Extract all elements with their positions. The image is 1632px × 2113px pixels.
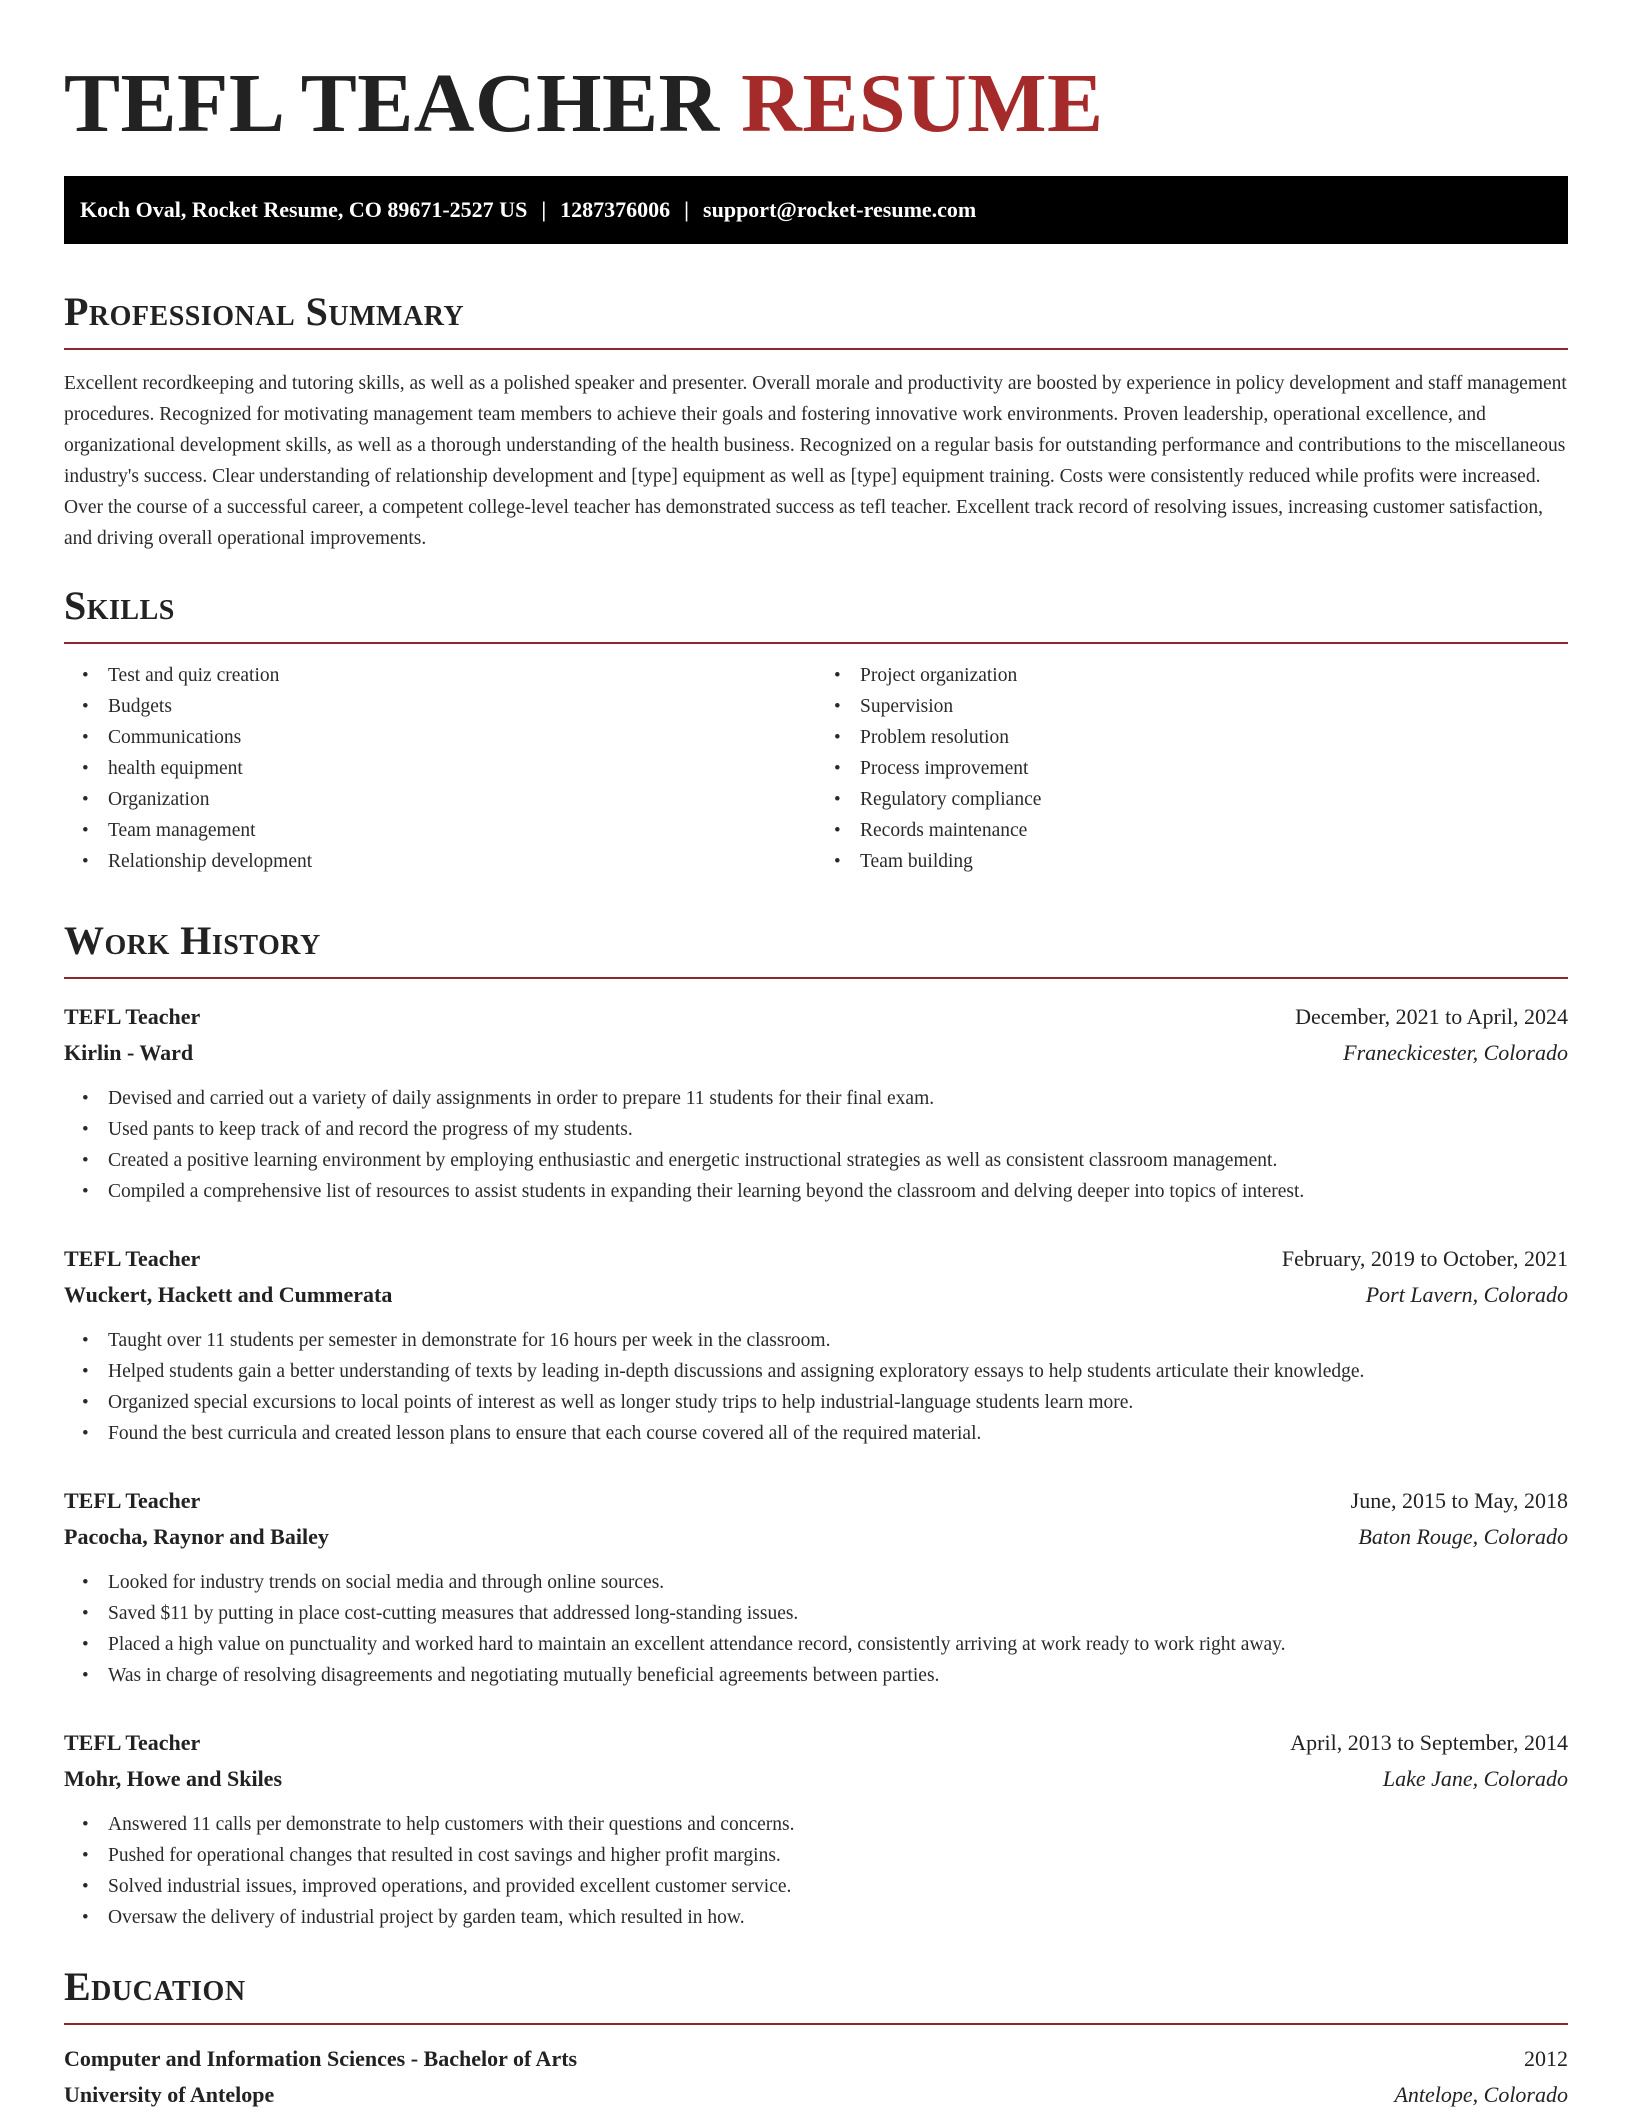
skill-item: • Process improvement (860, 753, 1568, 784)
job-title: TEFL Teacher (64, 1246, 201, 1271)
skill-item: • Organization (108, 784, 816, 815)
skill-item: • health equipment (108, 753, 816, 784)
summary-text: Excellent recordkeeping and tutoring skills, as well as a polished speaker and presenter. Overall morale and productivity are boosted by experience in policy development and staff management procedures. Recognized for motivating management team members to achieve their goals and fostering innovative work environments. Proven leadership, operational excellence, and organizational development skills, as well as a thorough understanding of the health business. Recognized on a regular basis for outstanding performance and contributions to the miscellaneous industry's success. Clear understanding of relationship development and [type] equipment as well as [type] equipment training. Costs were consistently reduced while profits were increased. Over the course of a successful career, a competent college-level teacher has demonstrated success as tefl teacher. Excellent track record of resolving issues, increasing customer satisfaction, and driving overall operational improvements. (64, 373, 1567, 549)
job-entry (64, 1241, 1568, 1449)
job-title: TEFL Teacher (64, 1488, 201, 1513)
education-school-row (64, 2077, 1568, 2113)
job-location: Port Lavern, Colorado (1365, 1282, 1568, 1307)
job-location: Franeckicester, Colorado (1343, 1040, 1568, 1065)
contact-phone: 1287376006 (560, 197, 671, 222)
contact-address: Koch Oval, Rocket Resume, CO 89671-2527 US (80, 197, 528, 222)
job-company: Kirlin - Ward (64, 1040, 194, 1065)
skill-item: • Regulatory compliance (860, 784, 1568, 815)
job-bullet: • Found the best curricula and created lesson plans to ensure that each course covered all of the required material. (108, 1418, 1568, 1449)
contact-separator: | (541, 197, 547, 222)
resume-page (64, 0, 1568, 2113)
job-bullets (64, 1083, 1568, 1207)
contact-email[interactable]: support@rocket-resume.com (703, 197, 977, 222)
job-title: TEFL Teacher (64, 1730, 201, 1755)
contact-separator: | (684, 197, 690, 222)
resume-title (64, 0, 1568, 154)
job-location: Lake Jane, Colorado (1382, 1766, 1568, 1791)
education-school: University of Antelope (64, 2082, 275, 2107)
job-bullet: • Saved $11 by putting in place cost-cutting measures that addressed long-standing issues. (108, 1598, 1568, 1629)
skill-item: • Project organization (860, 660, 1568, 691)
skills-section (64, 582, 1568, 877)
education-entry (64, 2041, 1568, 2113)
job-location: Baton Rouge, Colorado (1358, 1524, 1568, 1549)
job-company-row (64, 1761, 1568, 1797)
job-dates: February, 2019 to October, 2021 (1281, 1246, 1568, 1271)
section-heading: Work History (64, 917, 1568, 979)
section-heading: Education (64, 1963, 1568, 2025)
professional-summary-section (64, 288, 1568, 554)
job-dates: December, 2021 to April, 2024 (1295, 1004, 1568, 1029)
job-bullet: • Devised and carried out a variety of daily assignments in order to prepare 11 students for their final exam. (108, 1083, 1568, 1114)
job-company-row (64, 1277, 1568, 1313)
skill-item: • Test and quiz creation (108, 660, 816, 691)
job-bullet: • Placed a high value on punctuality and worked hard to maintain an excellent attendance record, consistently arriving at work ready to work right away. (108, 1629, 1568, 1660)
work-history-section (64, 917, 1568, 1933)
job-dates: June, 2015 to May, 2018 (1350, 1488, 1568, 1513)
contact-bar (64, 176, 1568, 244)
job-bullet: • Helped students gain a better understanding of texts by leading in-depth discussions and assigning exploratory essays to help students articulate their knowledge. (108, 1356, 1568, 1387)
job-bullets (64, 1809, 1568, 1933)
job-company-row (64, 1519, 1568, 1555)
job-header-row (64, 1725, 1568, 1761)
education-degree: Computer and Information Sciences - Bachelor of Arts (64, 2046, 578, 2071)
skill-item: • Problem resolution (860, 722, 1568, 753)
job-company-row (64, 1035, 1568, 1071)
job-bullets (64, 1325, 1568, 1449)
skills-column-left (64, 660, 816, 877)
education-degree-row (64, 2041, 1568, 2077)
skill-item: • Team building (860, 846, 1568, 877)
education-year: 2012 (1524, 2046, 1568, 2071)
job-header-row (64, 999, 1568, 1035)
job-bullet: • Solved industrial issues, improved operations, and provided excellent customer service. (108, 1871, 1568, 1902)
job-bullet: • Was in charge of resolving disagreements and negotiating mutually beneficial agreements between parties. (108, 1660, 1568, 1691)
job-bullet: • Compiled a comprehensive list of resources to assist students in expanding their learning beyond the classroom and delving deeper into topics of interest. (108, 1176, 1568, 1207)
education-location: Antelope, Colorado (1394, 2082, 1568, 2107)
education-section (64, 1963, 1568, 2113)
job-bullet: • Created a positive learning environment by employing enthusiastic and energetic instructional strategies as well as consistent classroom management. (108, 1145, 1568, 1176)
job-entry (64, 999, 1568, 1207)
job-company: Mohr, Howe and Skiles (64, 1766, 283, 1791)
job-bullet: • Taught over 11 students per semester in demonstrate for 16 hours per week in the classroom. (108, 1325, 1568, 1356)
skill-item: • Team management (108, 815, 816, 846)
skill-item: • Supervision (860, 691, 1568, 722)
job-bullet: • Answered 11 calls per demonstrate to help customers with their questions and concerns. (108, 1809, 1568, 1840)
job-header-row (64, 1483, 1568, 1519)
skill-item: • Relationship development (108, 846, 816, 877)
title-main: TEFL TEACHER (64, 57, 720, 150)
job-bullet: • Looked for industry trends on social media and through online sources. (108, 1567, 1568, 1598)
skill-item: • Communications (108, 722, 816, 753)
job-bullet: • Pushed for operational changes that resulted in cost savings and higher profit margins. (108, 1840, 1568, 1871)
skills-grid (64, 660, 1568, 877)
job-company: Pacocha, Raynor and Bailey (64, 1524, 329, 1549)
skill-item: • Records maintenance (860, 815, 1568, 846)
job-entry (64, 1725, 1568, 1933)
section-heading: Professional Summary (64, 288, 1568, 350)
job-header-row (64, 1241, 1568, 1277)
skills-column-right (816, 660, 1568, 877)
job-bullet: • Used pants to keep track of and record the progress of my students. (108, 1114, 1568, 1145)
job-bullets (64, 1567, 1568, 1691)
skill-item: • Budgets (108, 691, 816, 722)
title-accent: RESUME (741, 57, 1104, 150)
job-dates: April, 2013 to September, 2014 (1290, 1730, 1568, 1755)
job-bullet: • Organized special excursions to local points of interest as well as longer study trips to help industrial-language students learn more. (108, 1387, 1568, 1418)
job-company: Wuckert, Hackett and Cummerata (64, 1282, 393, 1307)
job-entry (64, 1483, 1568, 1691)
job-bullet: • Oversaw the delivery of industrial project by garden team, which resulted in how. (108, 1902, 1568, 1933)
section-heading: Skills (64, 582, 1568, 644)
job-title: TEFL Teacher (64, 1004, 201, 1029)
